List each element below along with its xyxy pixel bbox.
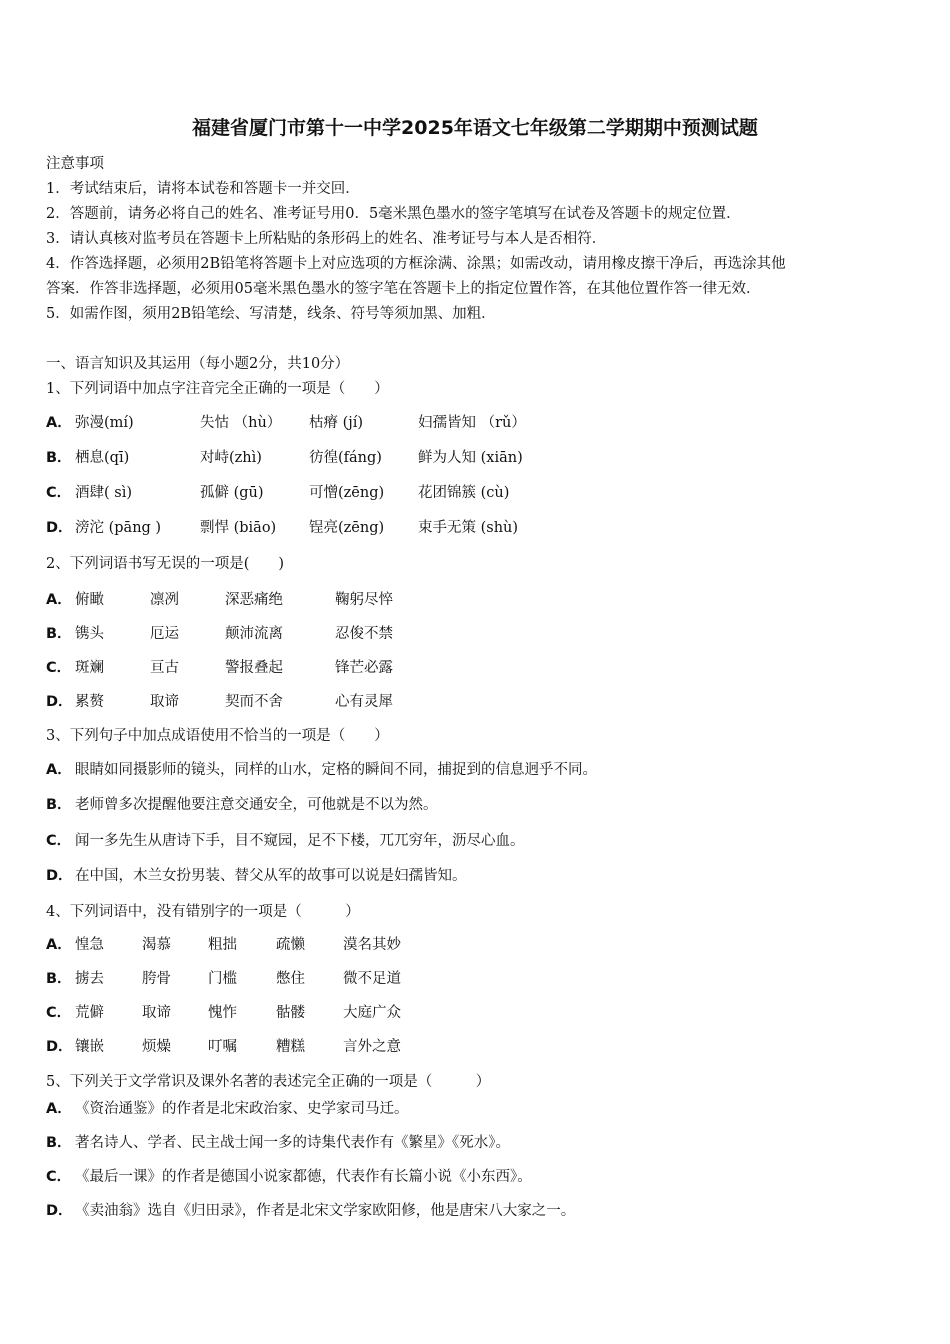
option-item: 门槛 xyxy=(208,971,237,987)
option-item: 累赘 xyxy=(75,694,104,710)
option-item: 取谛 xyxy=(150,694,179,710)
page-title: 福建省厦门市第十一中学2025年语文七年级第二学期期中预测试题 xyxy=(192,117,758,139)
option-text: 《卖油翁》选自《归田录》，作者是北宋文学家欧阳修，他是唐宋八大家之一。 xyxy=(75,1203,576,1219)
option-text: 眼睛如同摄影师的镜头，同样的山水，定格的瞬间不同，捕捉到的信息迥乎不同。 xyxy=(75,762,597,778)
option-text: 在中国，木兰女扮男装、替父从军的故事可以说是妇孺皆知。 xyxy=(75,868,467,884)
option-item: 俯瞰 xyxy=(75,592,104,608)
option-label: D． xyxy=(46,868,73,884)
option-label: D． xyxy=(46,1203,73,1219)
option-label: B． xyxy=(46,1135,72,1151)
option-label: C． xyxy=(46,660,72,676)
question-1-stem: 1、下列词语中加点字注音完全正确的一项是（ ） xyxy=(46,381,389,397)
option-label: A． xyxy=(46,592,72,608)
option-item: 心有灵犀 xyxy=(335,694,393,710)
option-item: 枯瘠 (jí) xyxy=(309,415,364,431)
option-item: 失怙 （hù） xyxy=(200,415,282,431)
option-label: C． xyxy=(46,485,72,501)
question-2-stem: 2、下列词语书写无误的一项是( ) xyxy=(46,556,285,572)
option-item: 骷髅 xyxy=(276,1005,305,1021)
option-item: 栖息(qī) xyxy=(75,450,130,466)
option-item: 取谛 xyxy=(142,1005,171,1021)
notice-item: 3．请认真核对监考员在答题卡上所粘贴的条形码上的姓名、准考证号与本人是否相符． xyxy=(46,231,607,247)
option-item: 忍俊不禁 xyxy=(335,626,393,642)
option-item: 叮嘱 xyxy=(208,1039,237,1055)
option-item: 言外之意 xyxy=(343,1039,401,1055)
option-item: 鲜为人知 (xiān) xyxy=(418,450,523,466)
option-text: 《最后一课》的作者是德国小说家都德，代表作有长篇小说《小东西》。 xyxy=(75,1169,532,1185)
option-item: 厄运 xyxy=(150,626,179,642)
option-item: 大庭广众 xyxy=(343,1005,401,1021)
option-item: 惶急 xyxy=(75,937,104,953)
option-label: D． xyxy=(46,694,73,710)
option-text: 著名诗人、学者、民主战士闻一多的诗集代表作有《繁星》《死水》。 xyxy=(75,1135,510,1151)
option-label: B． xyxy=(46,971,72,987)
option-item: 渴慕 xyxy=(142,937,171,953)
option-item: 愧怍 xyxy=(208,1005,237,1021)
option-item: 漠名其妙 xyxy=(343,937,401,953)
option-label: D． xyxy=(46,520,73,536)
option-item: 烦燥 xyxy=(142,1039,171,1055)
option-item: 对峙(zhì) xyxy=(200,450,262,466)
option-item: 糟糕 xyxy=(276,1039,305,1055)
option-label: A． xyxy=(46,1101,72,1117)
option-item: 颠沛流离 xyxy=(225,626,283,642)
option-item: 粗拙 xyxy=(208,937,237,953)
notice-item: 1．考试结束后，请将本试卷和答题卡一并交回． xyxy=(46,181,360,197)
option-item: 契而不舍 xyxy=(225,694,283,710)
option-item: 滂沱 (pāng ) xyxy=(75,520,162,536)
option-label: B． xyxy=(46,626,72,642)
option-item: 锃亮(zēng) xyxy=(309,520,385,536)
option-item: 镌头 xyxy=(75,626,104,642)
notice-item: 答案．作答非选择题，必须用05毫米黑色墨水的签字笔在答题卡上的指定位置作答，在其他位置作答一律无效． xyxy=(46,281,761,297)
question-4-stem: 4、下列词语中，没有错别字的一项是（ ） xyxy=(46,904,360,920)
option-item: 孤僻 (gū) xyxy=(200,485,264,501)
option-label: D． xyxy=(46,1039,73,1055)
notice-item: 2．答题前，请务必将自己的姓名、准考证号用0．5毫米黑色墨水的签字笔填写在试卷及答题卡的规定位置． xyxy=(46,206,741,222)
option-text: 老师曾多次提醒他要注意交通安全，可他就是不以为然。 xyxy=(75,797,438,813)
option-item: 深恶痛绝 xyxy=(225,592,283,608)
option-item: 斑斓 xyxy=(75,660,104,676)
option-item: 鞠躬尽悴 xyxy=(335,592,393,608)
notice-heading: 注意事项 xyxy=(46,156,104,172)
option-item: 剽悍 (biāo) xyxy=(200,520,277,536)
option-item: 憋住 xyxy=(276,971,305,987)
option-label: A． xyxy=(46,937,72,953)
option-label: C． xyxy=(46,1169,72,1185)
option-item: 弥漫(mí) xyxy=(75,415,134,431)
option-label: C． xyxy=(46,1005,72,1021)
option-item: 亘古 xyxy=(150,660,179,676)
option-item: 警报叠起 xyxy=(225,660,283,676)
option-item: 花团锦簇 (cù) xyxy=(418,485,510,501)
option-item: 疏懒 xyxy=(276,937,305,953)
option-item: 彷徨(fáng) xyxy=(309,450,382,466)
option-label: C． xyxy=(46,833,72,849)
option-item: 锋芒必露 xyxy=(335,660,393,676)
option-text: 《资治通鉴》的作者是北宋政治家、史学家司马迁。 xyxy=(75,1101,409,1117)
option-label: A． xyxy=(46,762,72,778)
option-item: 可憎(zēng) xyxy=(309,485,385,501)
option-item: 凛冽 xyxy=(150,592,179,608)
question-5-stem: 5、下列关于文学常识及课外名著的表述完全正确的一项是（ ） xyxy=(46,1074,491,1090)
notice-item: 5．如需作图，须用2B铅笔绘、写清楚，线条、符号等须加黑、加粗． xyxy=(46,306,496,322)
option-item: 胯骨 xyxy=(142,971,171,987)
notice-item: 4．作答选择题，必须用2B铅笔将答题卡上对应选项的方框涂满、涂黑；如需改动，请用橡皮擦干净后，再选涂其他 xyxy=(46,256,786,272)
option-label: B． xyxy=(46,797,72,813)
section-heading: 一、语言知识及其运用（每小题2分，共10分） xyxy=(46,356,350,372)
option-item: 妇孺皆知 （rǔ） xyxy=(418,415,526,431)
option-item: 掳去 xyxy=(75,971,104,987)
option-item: 酒肆( sì) xyxy=(75,485,133,501)
option-label: B． xyxy=(46,450,72,466)
option-item: 微不足道 xyxy=(343,971,401,987)
option-item: 荒僻 xyxy=(75,1005,104,1021)
option-item: 束手无策 (shù) xyxy=(418,520,519,536)
option-text: 闻一多先生从唐诗下手，目不窥园，足不下楼，兀兀穷年，沥尽心血。 xyxy=(75,833,525,849)
option-label: A． xyxy=(46,415,72,431)
question-3-stem: 3、下列句子中加点成语使用不恰当的一项是（ ） xyxy=(46,728,389,744)
option-item: 镶嵌 xyxy=(75,1039,104,1055)
